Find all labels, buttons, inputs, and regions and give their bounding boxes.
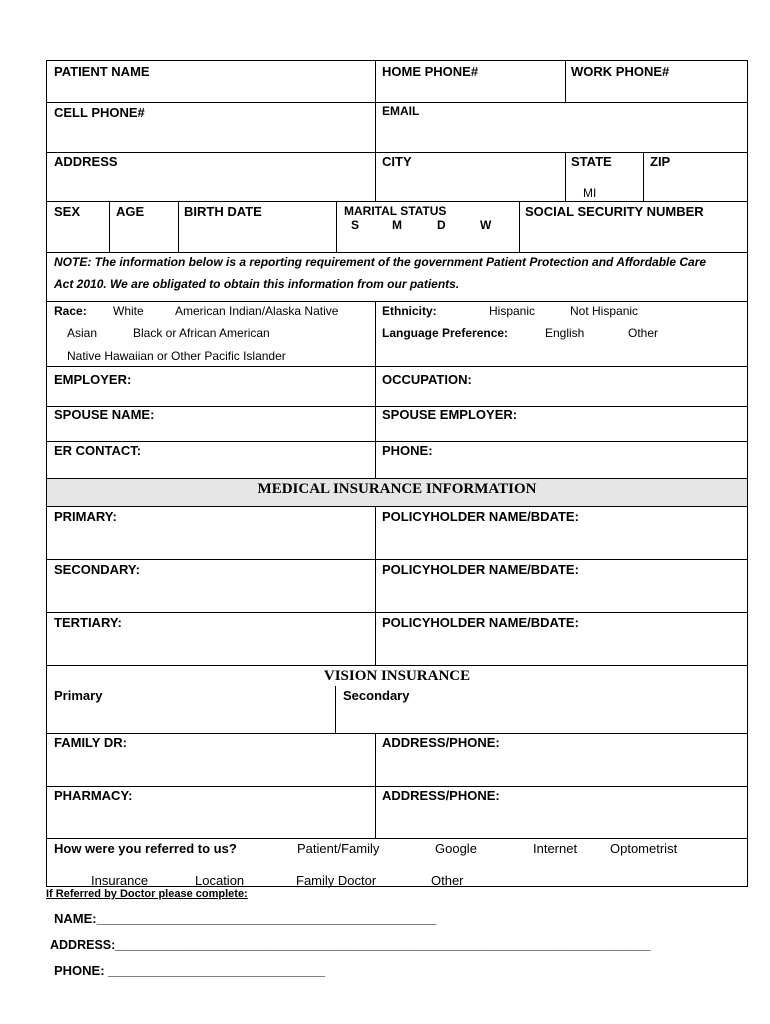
race-option-black: Black or African American	[133, 326, 270, 340]
col-divider	[565, 152, 566, 202]
row-divider	[47, 612, 747, 613]
row-divider	[47, 252, 747, 253]
col-divider	[375, 366, 376, 478]
row-divider	[47, 366, 747, 367]
row-divider	[47, 506, 747, 507]
marital-status-label: MARITAL STATUS	[344, 204, 447, 218]
marital-option-s: S	[351, 218, 360, 232]
medical-insurance-header: MEDICAL INSURANCE INFORMATION	[47, 479, 747, 506]
race-label: Race:	[54, 304, 87, 318]
family-dr-label: FAMILY DR:	[54, 735, 127, 750]
pharmacy-label: PHARMACY:	[54, 788, 133, 803]
doctor-referral-note: If Referred by Doctor please complete:	[46, 888, 248, 900]
referral-option-google: Google	[435, 841, 477, 856]
patient-registration-form	[46, 60, 748, 887]
marital-option-d: D	[437, 218, 446, 232]
col-divider	[375, 506, 376, 665]
vision-secondary-label: Secondary	[343, 688, 410, 703]
col-divider	[178, 201, 179, 252]
primary-insurance-label: PRIMARY:	[54, 509, 117, 524]
row-divider	[47, 102, 747, 103]
referral-question: How were you referred to us?	[54, 841, 237, 856]
city-label: CITY	[382, 154, 412, 169]
doctor-address-line[interactable]: ADDRESS:_____________________________________________________________________________	[50, 938, 651, 952]
pharmacy-address-label: ADDRESS/PHONE:	[382, 788, 500, 803]
email-label: EMAIL	[382, 104, 420, 118]
row-divider	[47, 733, 747, 734]
ethnicity-option-hispanic: Hispanic	[489, 304, 536, 318]
col-divider	[375, 301, 376, 366]
language-label: Language Preference:	[382, 326, 509, 340]
state-label: STATE	[571, 154, 612, 169]
referral-option-family-doctor: Family Doctor	[296, 873, 377, 888]
row-divider	[47, 152, 747, 153]
referral-option-insurance: Insurance	[91, 873, 149, 888]
cell-phone-label: CELL PHONE#	[54, 105, 145, 120]
er-contact-label: ER CONTACT:	[54, 443, 142, 458]
tertiary-insurance-label: TERTIARY:	[54, 615, 122, 630]
row-divider	[47, 201, 747, 202]
col-divider	[375, 152, 376, 202]
doctor-name-line[interactable]: NAME:_______________________________________________	[54, 911, 437, 926]
race-option-white: White	[113, 304, 144, 318]
row-divider	[47, 559, 747, 560]
referral-option-internet: Internet	[533, 841, 578, 856]
age-label: AGE	[116, 204, 145, 219]
col-divider	[109, 201, 110, 252]
occupation-label: OCCUPATION:	[382, 372, 472, 387]
sex-label: SEX	[54, 204, 81, 219]
home-phone-label: HOME PHONE#	[382, 64, 479, 79]
col-divider	[375, 733, 376, 838]
row-divider	[47, 786, 747, 787]
col-divider	[565, 61, 566, 102]
birth-date-label: BIRTH DATE	[184, 204, 262, 219]
note-line-2: Act 2010. We are obligated to obtain this information from our patients.	[54, 277, 460, 291]
row-divider	[47, 838, 747, 839]
zip-label: ZIP	[650, 154, 671, 169]
row-divider	[47, 301, 747, 302]
mi-label: MI	[583, 186, 597, 200]
marital-option-w: W	[480, 218, 492, 232]
spouse-employer-label: SPOUSE EMPLOYER:	[382, 407, 518, 422]
col-divider	[335, 686, 336, 733]
language-option-other: Other	[628, 326, 659, 340]
col-divider	[375, 61, 376, 152]
language-option-english: English	[545, 326, 585, 340]
ethnicity-label: Ethnicity:	[382, 304, 437, 318]
col-divider	[336, 201, 337, 252]
secondary-policyholder-label: POLICYHOLDER NAME/BDATE:	[382, 562, 579, 577]
row-divider	[47, 441, 747, 442]
family-dr-address-label: ADDRESS/PHONE:	[382, 735, 500, 750]
primary-policyholder-label: POLICYHOLDER NAME/BDATE:	[382, 509, 579, 524]
race-option-pacific-islander: Native Hawaiian or Other Pacific Islander	[67, 349, 286, 363]
referral-option-other: Other	[431, 873, 464, 888]
spouse-name-label: SPOUSE NAME:	[54, 407, 155, 422]
ssn-label: SOCIAL SECURITY NUMBER	[525, 204, 704, 219]
col-divider	[519, 201, 520, 252]
vision-primary-label: Primary	[54, 688, 103, 703]
col-divider	[643, 152, 644, 202]
secondary-insurance-label: SECONDARY:	[54, 562, 140, 577]
tertiary-policyholder-label: POLICYHOLDER NAME/BDATE:	[382, 615, 579, 630]
address-label: ADDRESS	[54, 154, 118, 169]
referral-option-patient-family: Patient/Family	[297, 841, 380, 856]
race-option-asian: Asian	[67, 326, 98, 340]
referral-option-optometrist: Optometrist	[610, 841, 678, 856]
work-phone-label: WORK PHONE#	[571, 64, 670, 79]
referral-option-location: Location	[195, 873, 245, 888]
vision-insurance-header: VISION INSURANCE	[47, 666, 747, 686]
marital-option-m: M	[392, 218, 402, 232]
note-line-1: NOTE: The information below is a reporting requirement of the government Patient Protection and Affordable Care	[54, 255, 707, 269]
employer-label: EMPLOYER:	[54, 372, 132, 387]
patient-name-label: PATIENT NAME	[54, 64, 150, 79]
ethnicity-option-not-hispanic: Not Hispanic	[570, 304, 639, 318]
doctor-phone-line[interactable]: PHONE: ______________________________	[54, 963, 326, 978]
er-phone-label: PHONE:	[382, 443, 433, 458]
race-option-american-indian: American Indian/Alaska Native	[175, 304, 339, 318]
